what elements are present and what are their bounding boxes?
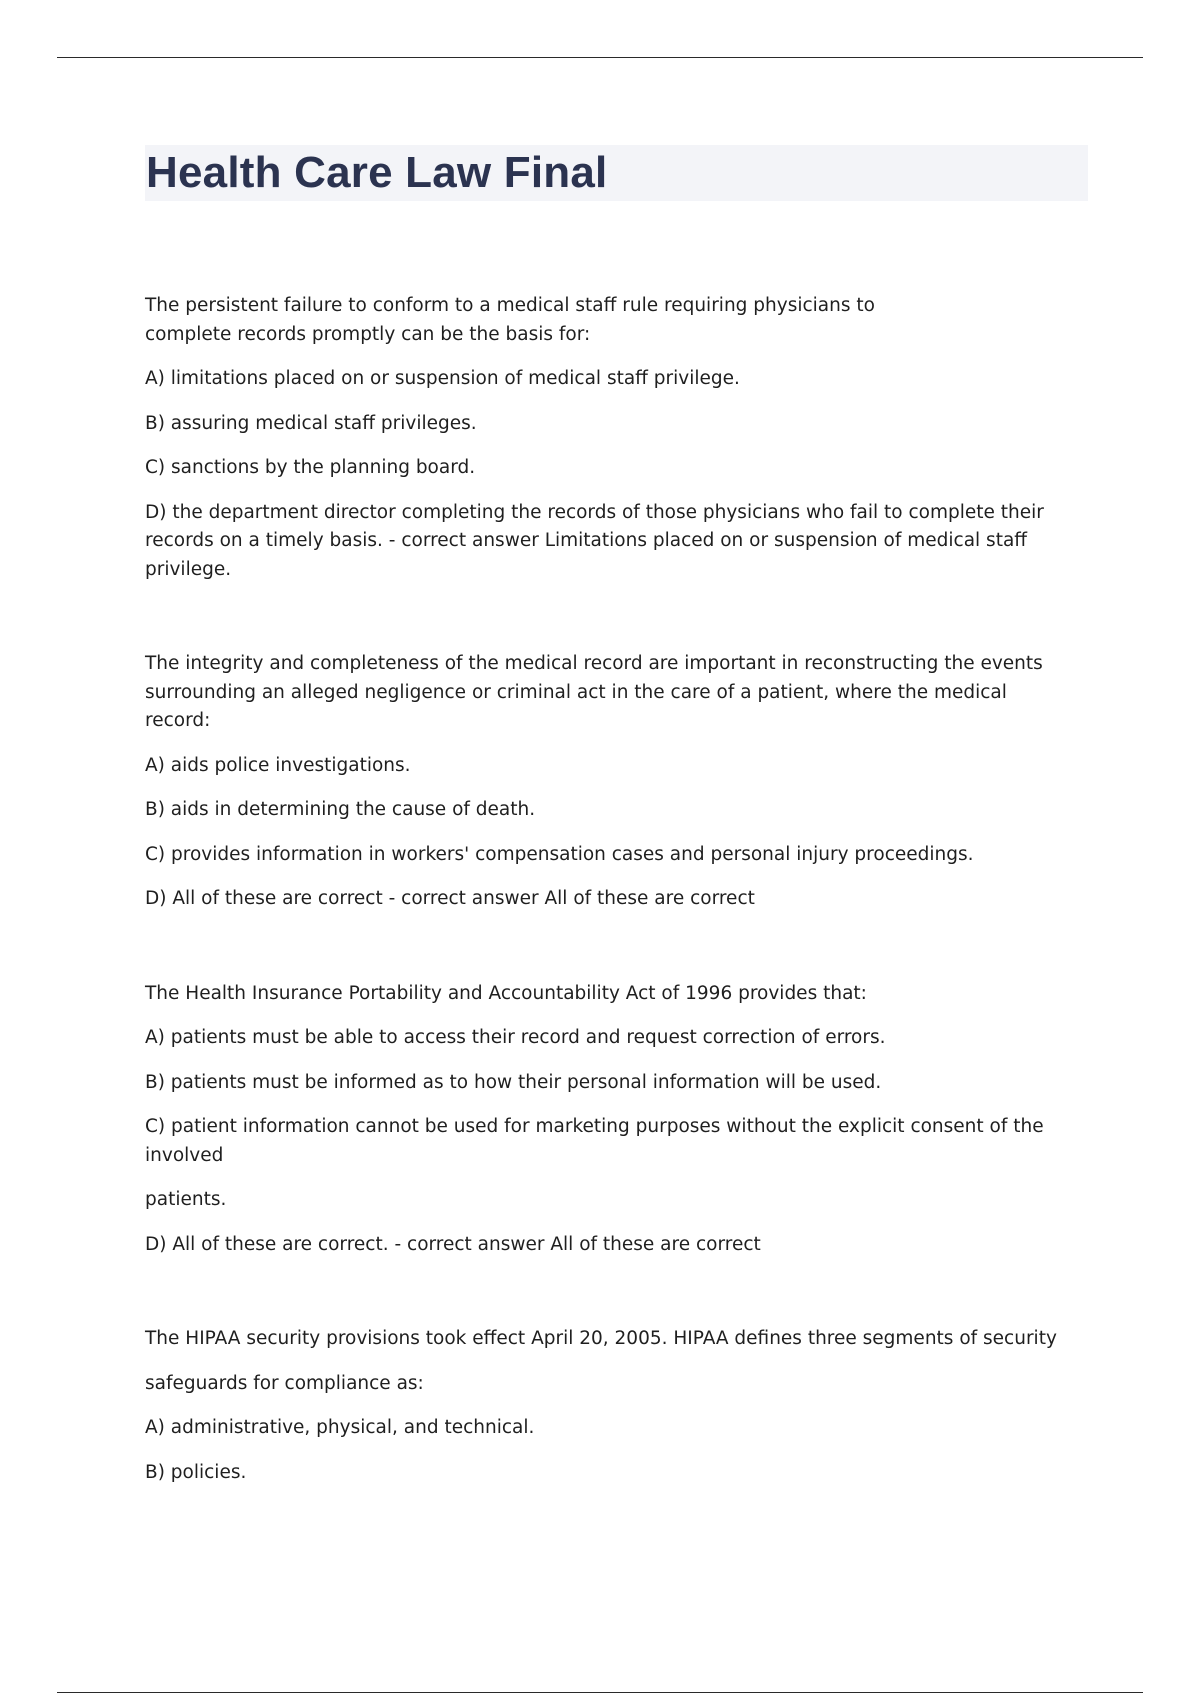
answer-option-c-continued: patients. xyxy=(145,1189,227,1210)
question-prompt: The HIPAA security provisions took effect April 20, 2005. HIPAA defines three segments of security xyxy=(145,1328,1057,1349)
answer-option-a: A) patients must be able to access their record and request correction of errors. xyxy=(145,1027,886,1048)
answer-option-d: D) All of these are correct. - correct answer All of these are correct xyxy=(145,1233,761,1255)
question-prompt: The persistent failure to conform to a medical staff rule requiring physicians to complete records promptly can be the basis for: xyxy=(145,295,875,345)
question-list xyxy=(145,292,1095,1487)
answer-option-a: A) administrative, physical, and technical. xyxy=(145,1417,535,1438)
answer-option-c: C) provides information in workers' compensation cases and personal injury proceedings. xyxy=(145,843,974,865)
document-title: Health Care Law Final xyxy=(146,148,608,197)
question-prompt: The Health Insurance Portability and Accountability Act of 1996 provides that: xyxy=(145,982,867,1004)
answer-option-c: C) patient information cannot be used for marketing purposes without the explicit consent of the involved xyxy=(145,1116,1044,1166)
question-4 xyxy=(145,1325,1095,1487)
question-1 xyxy=(145,292,1095,584)
top-rule xyxy=(57,57,1143,58)
answer-option-a: A) limitations placed on or suspension of medical staff privilege. xyxy=(145,368,740,389)
answer-option-d: D) All of these are correct - correct answer All of these are correct xyxy=(145,888,755,909)
answer-option-b: B) assuring medical staff privileges. xyxy=(145,412,477,434)
question-3 xyxy=(145,980,1095,1260)
answer-option-b: B) aids in determining the cause of death. xyxy=(145,799,536,820)
bottom-rule xyxy=(57,1692,1143,1693)
question-prompt: The integrity and completeness of the medical record are important in reconstructing the events surrounding an alleged negligence or criminal act in the care of a patient, where the medical record: xyxy=(145,653,1043,731)
answer-option-b: B) patients must be informed as to how their personal information will be used. xyxy=(145,1071,882,1093)
answer-option-b: B) policies. xyxy=(145,1461,247,1483)
question-prompt-continued: safeguards for compliance as: xyxy=(145,1372,424,1394)
answer-option-a: A) aids police investigations. xyxy=(145,754,411,776)
question-2 xyxy=(145,650,1095,914)
answer-option-c: C) sanctions by the planning board. xyxy=(145,457,476,478)
answer-option-d: D) the department director completing the records of those physicians who fail to complete their records on a timely basis. - correct answer Limitations placed on or suspension of medical staff privilege. xyxy=(145,501,1044,580)
